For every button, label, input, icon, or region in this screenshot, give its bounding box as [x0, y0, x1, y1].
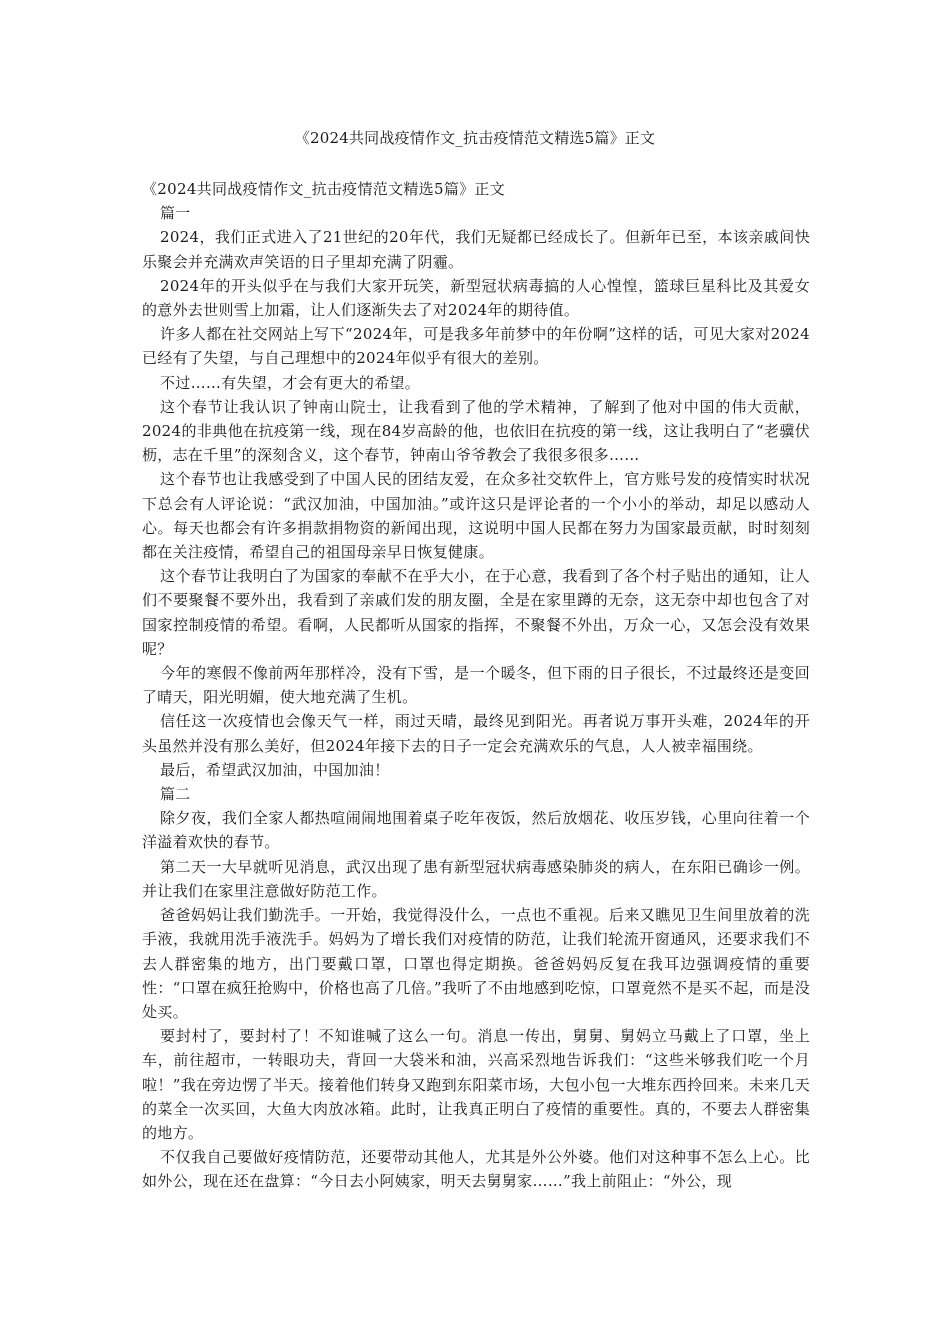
- document-body: [142, 177, 810, 1194]
- paragraph: 除夕夜，我们全家人都热喧闹闹地围着桌子吃年夜饭，然后放烟花、收压岁钱，心里向往着一个洋溢着欢快的春节。: [142, 809, 810, 852]
- section-heading-2: 篇二: [160, 785, 191, 804]
- section-heading-1: 篇一: [160, 204, 191, 223]
- paragraph: 2024年的开头似乎在与我们大家开玩笑，新型冠状病毒搞的人心惶惶，篮球巨星科比及其爱女的意外去世则雪上加霜，让人们逐渐失去了对2024年的期待值。: [142, 276, 810, 320]
- paragraph: 要封村了，要封村了！不知谁喊了这么一句。消息一传出，舅舅、舅妈立马戴上了口罩，坐上车，前往超市，一转眼功夫，背回一大袋米和油，兴高采烈地告诉我们：“这些米够我们吃一个月啦！”我在旁边愣了半天。接着他们转身又跑到东阳菜市场，大包小包一大堆东西拎回来。未来几天的菜全一次买回，大鱼大肉放冰箱。此时，让我真正明白了疫情的重要性。真的，不要去人群密集的地方。: [142, 1027, 810, 1142]
- paragraph: 不过……有失望，才会有更大的希望。: [160, 373, 421, 392]
- paragraph: 这个春节让我明白了为国家的奉献不在乎大小，在于心意，我看到了各个村子贴出的通知，让人们不要聚餐不要外出，我看到了亲戚们发的朋友圈，全是在家里蹲的无奈，这无奈中却也包含了对国家控制疫情的希望。看啊，人民都听从国家的指挥，不聚餐不外出，万众一心，又怎会没有效果呢？: [142, 567, 810, 658]
- paragraph: 这个春节让我认识了钟南山院士，让我看到了他的学术精神，了解到了他对中国的伟大贡献，2024的非典他在抗疫第一线，现在84岁高龄的他，也依旧在抗疫的第一线，这让我明白了“老骥伏枥，志在千里”的深刻含义，这个春节，钟南山爷爷教会了我很多很多……: [142, 397, 810, 465]
- paragraph: 信任这一次疫情也会像天气一样，雨过天晴，最终见到阳光。再者说万事开头难，2024年的开头虽然并没有那么美好，但2024年接下去的日子一定会充满欢乐的气息，人人被幸福围绕。: [142, 712, 810, 755]
- document-subtitle: 《2024共同战疫情作文_抗击疫情范文精选5篇》正文: [142, 180, 506, 198]
- paragraph: 这个春节也让我感受到了中国人民的团结友爱，在众多社交软件上，官方账号发的疫情实时状况下总会有人评论说：“武汉加油，中国加油。”或许这只是评论者的一个小小的举动，却足以感动人心。每天也都会有许多捐款捐物资的新闻出现，这说明中国人民都在努力为国家最贡献，时时刻刻都在关注疫情，希望自己的祖国母亲早日恢复健康。: [142, 470, 810, 562]
- paragraph: 许多人都在社交网站上写下“2024年，可是我多年前梦中的年份啊”这样的话，可见大家对2024已经有了失望，与自己理想中的2024年似乎有很大的差别。: [142, 325, 810, 368]
- paragraph: 第二天一大早就听见消息，武汉出现了患有新型冠状病毒感染肺炎的病人，在东阳已确诊一例。并让我们在家里注意做好防范工作。: [142, 857, 810, 900]
- paragraph: 爸爸妈妈让我们勤洗手。一开始，我觉得没什么，一点也不重视。后来又瞧见卫生间里放着的洗手液，我就用洗手液洗手。妈妈为了增长我们对疫情的防范，让我们轮流开窗通风，还要求我们不去人群密集的地方，出门要戴口罩，口罩也得定期换。爸爸妈妈反复在我耳边强调疫情的重要性：“口罩在疯狂抢购中，价格也高了几倍。”我听了不由地感到吃惊，口罩竟然不是买不起，而是没处买。: [142, 906, 810, 1021]
- paragraph: 最后，希望武汉加油，中国加油！: [160, 760, 390, 779]
- paragraph: 2024，我们正式进入了21世纪的20年代，我们无疑都已经成长了。但新年已至，本该亲戚间快乐聚会并充满欢声笑语的日子里却充满了阴霾。: [142, 228, 810, 271]
- document-title: 《2024共同战疫情作文_抗击疫情范文精选5篇》正文: [294, 129, 656, 147]
- paragraph: 今年的寒假不像前两年那样冷，没有下雪，是一个暖冬，但下雨的日子很长，不过最终还是变回了晴天，阳光明媚，使大地充满了生机。: [142, 664, 810, 707]
- paragraph: 不仅我自己要做好疫情防范，还要带动其他人，尤其是外公外婆。他们对这种事不怎么上心。比如外公，现在还在盘算：“今日去小阿姨家，明天去舅舅家……”我上前阻止：“外公，现: [142, 1148, 810, 1191]
